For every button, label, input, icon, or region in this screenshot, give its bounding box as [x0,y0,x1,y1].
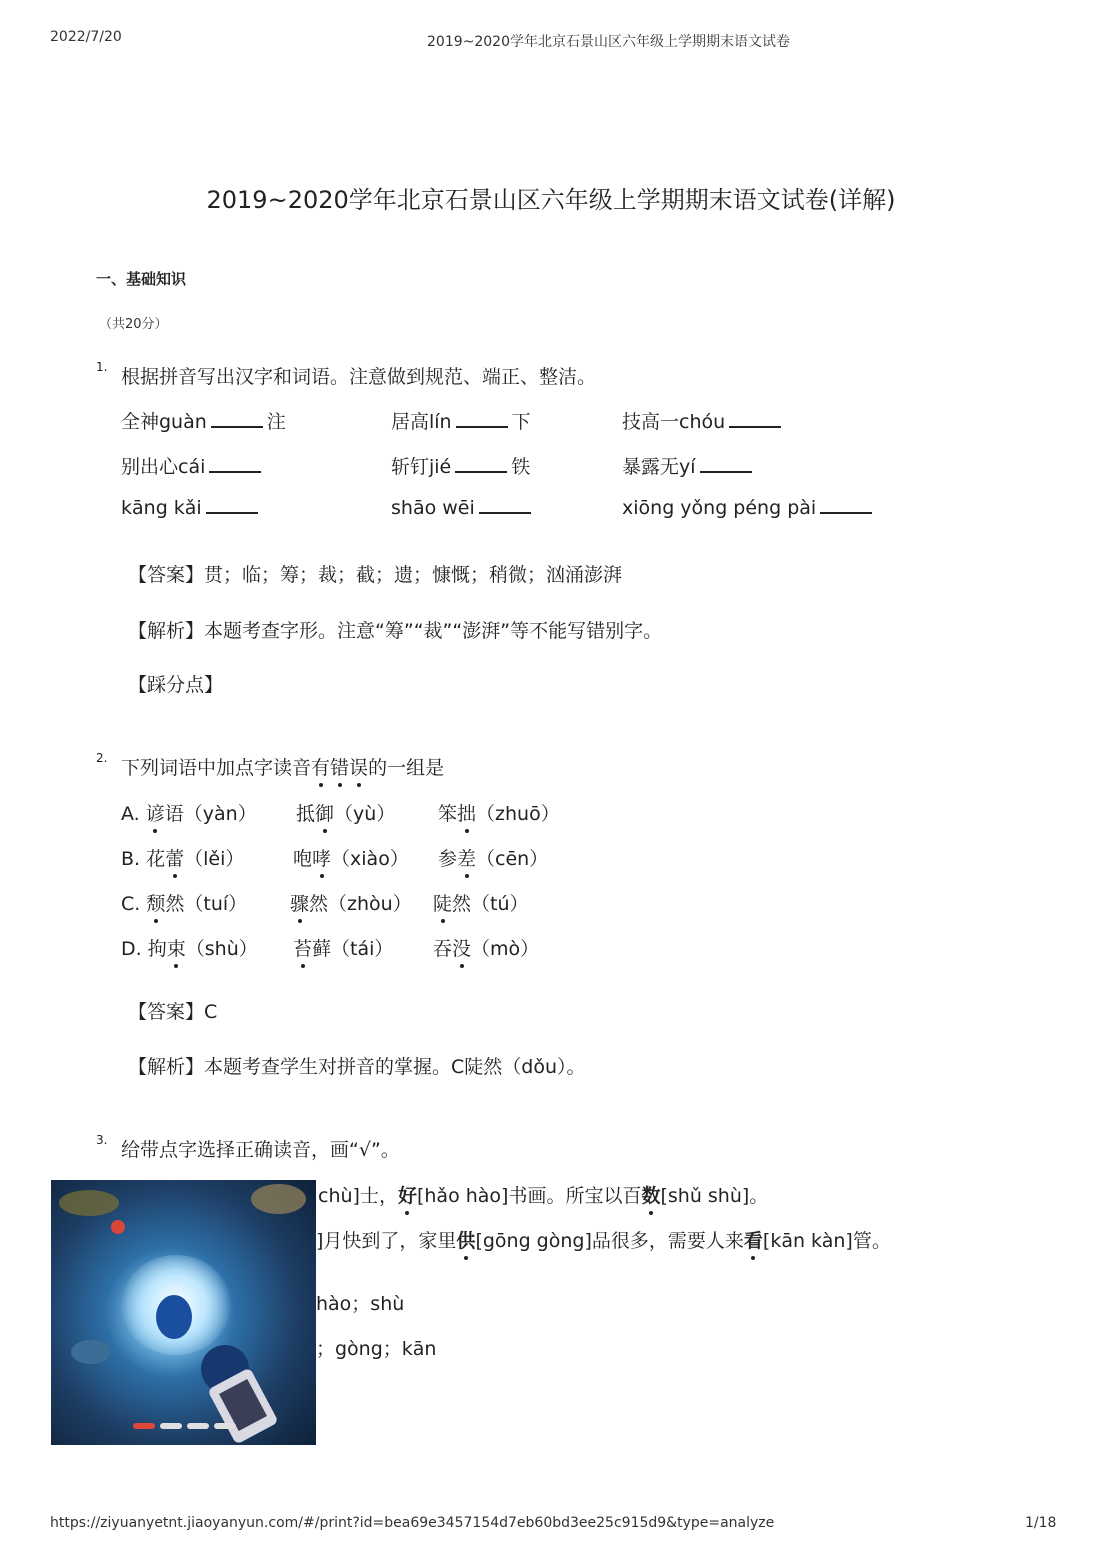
fill-item: shāo wēi [391,497,535,519]
starfish [111,1220,125,1234]
analysis-text: 本题考查字形。注意“筹”“裁”“澎湃”等不能写错别字。 [204,620,663,642]
answer-label: 【答案】 [128,1001,205,1023]
footer-url: https://ziyuanyetnt.jiaoyanyun.com/#/print?id=bea69e3457154d7eb60bd3ee25c915d9&type=analyze [50,1515,775,1531]
option-b[interactable]: B. 花蕾（lěi） [121,844,244,871]
answer-blank [729,412,781,428]
fill-item: 技高一chóu [622,407,785,434]
answer-line [128,997,217,1024]
carousel-dot[interactable] [187,1423,209,1429]
question-number: 1. [96,360,108,374]
option-b-word: 咆哮（xiào） [293,844,409,871]
analysis-text: 本题考查学生对拼音的掌握。C陡然（dǒu）。 [204,1056,586,1078]
option-c[interactable]: C. 颓然（tuí） [121,889,247,916]
overlay-ad-image[interactable] [51,1180,316,1445]
question-number: 3. [96,1133,108,1147]
option-d-word: 苔藓（tái） [293,934,393,961]
answer-text: C [204,1001,218,1023]
option-d-word: 吞没（mò） [433,934,539,961]
answer-text: 贯；临；筹；裁；截；遗；慷慨；稍微；汹涌澎湃 [204,564,623,586]
sentence-line: ]月快到了，家里供[gōng gòng]品很多，需要人来看[kān kàn]管。 [316,1226,891,1253]
fish-shape [71,1340,111,1364]
fish-shape [251,1184,306,1214]
answer-label: 【答案】 [128,564,205,586]
section-score: （共20分） [99,317,168,332]
option-b-word: 参差（cēn） [438,844,548,871]
page-number: 1/18 [1025,1515,1057,1531]
section-heading: 一、基础知识 [96,270,187,288]
fill-item: kāng kǎi [121,497,262,519]
option-c-word: 骤然（zhòu） [290,889,412,916]
answer-line [128,560,622,587]
fill-item: 暴露无yí [622,452,756,479]
question-stem: 根据拼音写出汉字和词语。注意做到规范、端正、整洁。 [121,366,597,388]
answer-blank [479,498,531,514]
option-a[interactable]: A. 谚语（yàn） [121,799,257,826]
fill-item: xiōng yǒng péng pài [622,497,876,519]
question-number: 2. [96,751,108,765]
carousel-dot-active[interactable] [133,1423,155,1429]
answer-fragment: hào；shù [316,1293,405,1315]
analysis-line [128,1052,586,1079]
fish-shape [59,1190,119,1216]
fill-item: 居高lín 下 [391,411,531,433]
answer-blank [820,498,872,514]
answer-blank [700,457,752,473]
document-title: 2019~2020学年北京石景山区六年级上学期期末语文试卷(详解) [206,186,896,214]
option-d[interactable]: D. 拘束（shù） [121,934,258,961]
answer-fragment: ；gòng；kān [316,1338,437,1360]
blue-fish [156,1295,192,1339]
sentence-line: chù]士，好[hǎo hào]书画。所宝以百数[shǔ shù]。 [318,1181,768,1208]
scoring-points-label: 【踩分点】 [128,674,224,696]
answer-blank [211,412,263,428]
print-date: 2022/7/20 [50,29,122,45]
answer-blank [206,498,258,514]
fill-item: 别出心cái [121,452,265,479]
carousel-dot[interactable] [214,1423,236,1429]
analysis-label: 【解析】 [128,1056,205,1078]
carousel-dot[interactable] [160,1423,182,1429]
answer-blank [209,457,261,473]
answer-blank [455,457,507,473]
fill-item: 全神guàn 注 [121,411,286,433]
question-stem: 下列词语中加点字读音有错误的一组是 [121,753,444,780]
option-c-word: 陡然（tú） [433,889,529,916]
analysis-label: 【解析】 [128,620,205,642]
print-header-title: 2019~2020学年北京石景山区六年级上学期期末语文试卷 [427,34,790,50]
question-stem: 给带点字选择正确读音，画“√”。 [121,1139,400,1161]
analysis-line [128,616,662,643]
option-a-word: 笨拙（zhuō） [438,799,560,826]
fill-item: 斩钉jié 铁 [391,456,531,478]
answer-blank [456,412,508,428]
option-a-word: 抵御（yù） [296,799,395,826]
